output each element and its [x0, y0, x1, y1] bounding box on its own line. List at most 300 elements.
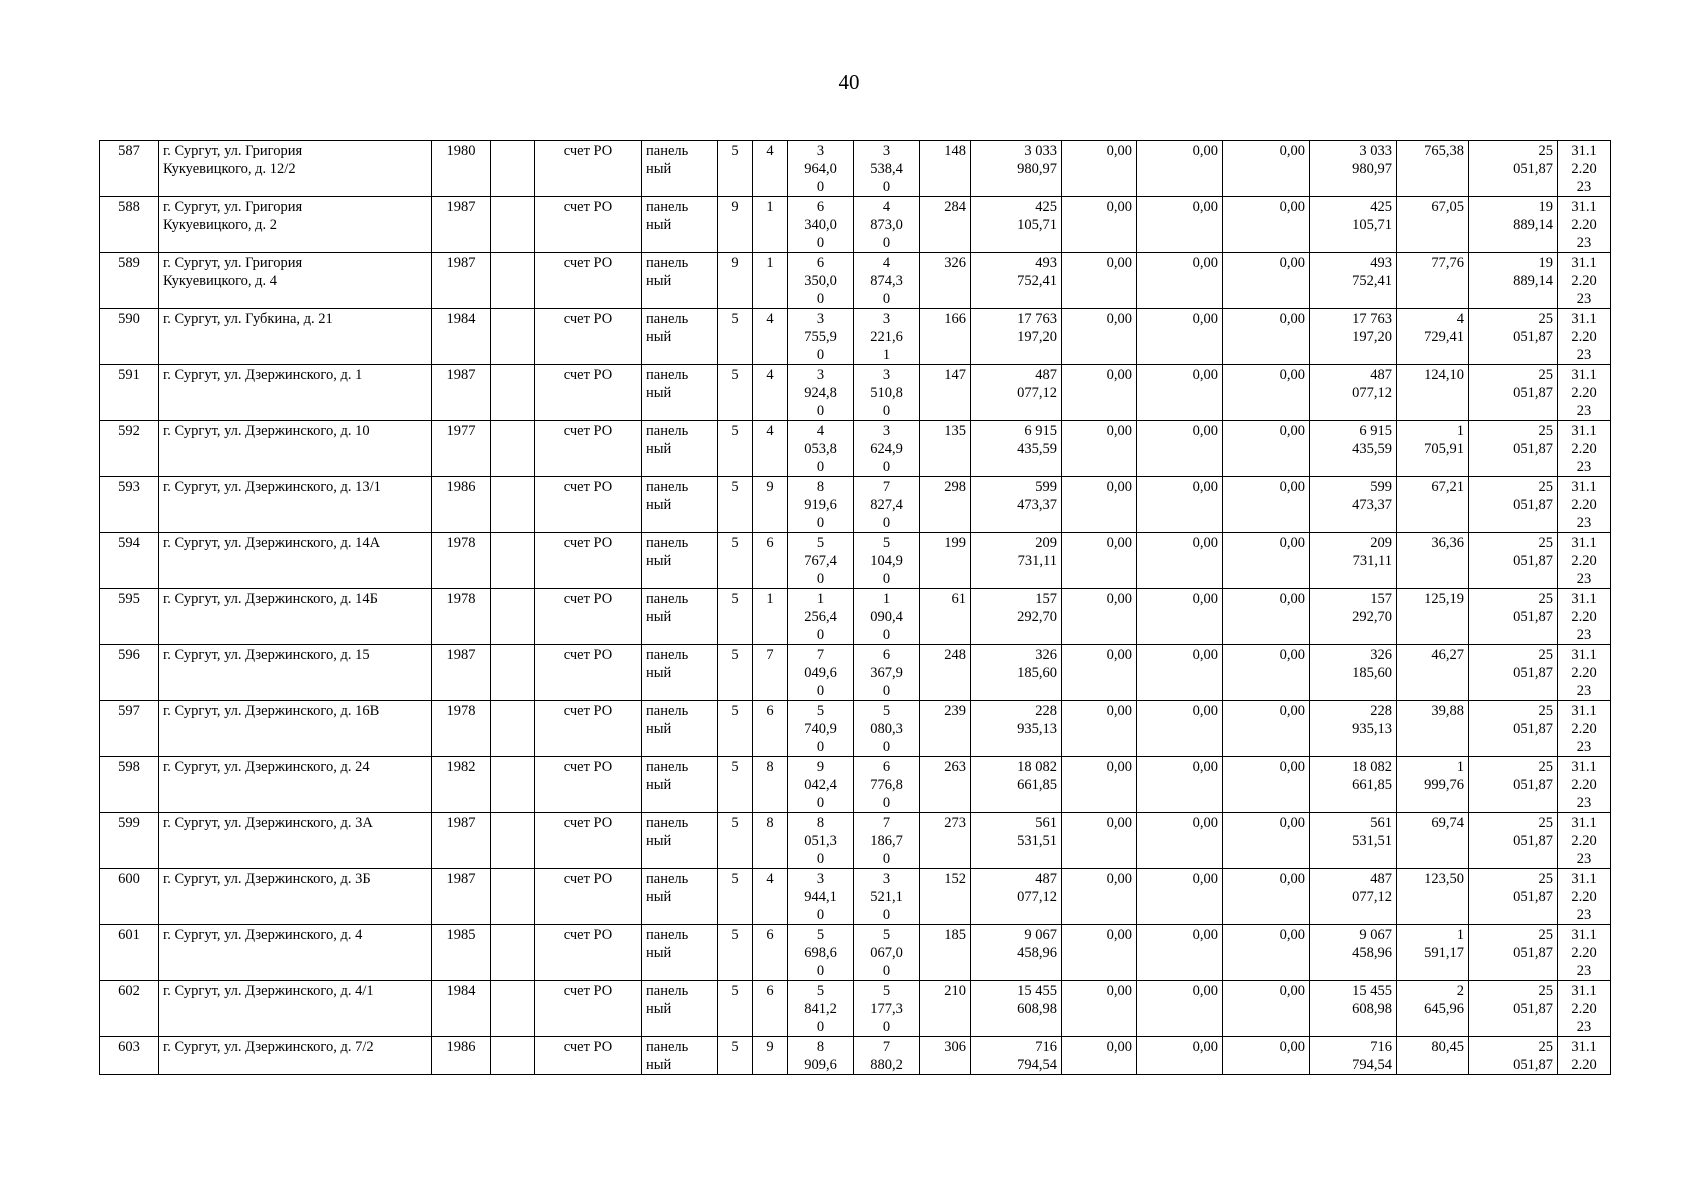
owner-funds-cell-line: 18 082	[1352, 759, 1392, 775]
total-cost-cell-line: 15 455	[1017, 983, 1057, 999]
living-area-cell-line: 510,8	[870, 385, 903, 401]
deadline-cell-line: 23	[1576, 179, 1592, 195]
deadline-cell-line: 2.20	[1571, 553, 1597, 569]
total-area-cell-line: 8	[816, 1039, 825, 1055]
deadline-cell-line: 23	[1576, 851, 1592, 867]
deadline-cell-line: 2.20	[1571, 329, 1597, 345]
address-cell-line: г. Сургут, ул. Дзержинского, д. 16В	[163, 703, 380, 719]
living-area-cell	[854, 869, 920, 925]
total-area-cell-line: 3	[816, 367, 825, 383]
total-area-cell	[788, 365, 854, 421]
total-area-cell-line: 3	[816, 143, 825, 159]
zero-amount-cell: 0,00	[1223, 197, 1310, 253]
residents-cell: 148	[920, 141, 971, 197]
owner-funds-cell	[1310, 589, 1397, 645]
max-cost-cell-line: 25	[1538, 703, 1553, 719]
row-number-cell: 588	[100, 197, 159, 253]
year-cell: 1977	[432, 421, 491, 477]
total-area-cell-line: 0	[816, 571, 825, 587]
max-cost-cell-line: 25	[1538, 759, 1553, 775]
empty-cell	[491, 309, 535, 365]
total-area-cell-line: 5	[816, 535, 825, 551]
wall-material-cell	[642, 981, 718, 1037]
owner-funds-cell-line: 487	[1370, 871, 1392, 887]
table-row	[100, 645, 1611, 701]
fund-method-cell: счет РО	[535, 365, 642, 421]
empty-cell	[491, 589, 535, 645]
zero-amount-cell: 0,00	[1137, 981, 1223, 1037]
owner-funds-cell-line: 599	[1370, 479, 1392, 495]
zero-amount-cell: 0,00	[1137, 701, 1223, 757]
total-area-cell	[788, 925, 854, 981]
zero-amount-cell: 0,00	[1137, 365, 1223, 421]
max-cost-cell	[1469, 981, 1558, 1037]
max-cost-cell	[1469, 757, 1558, 813]
total-area-cell-line: 767,4	[804, 553, 837, 569]
entrances-cell: 6	[753, 925, 788, 981]
deadline-cell	[1558, 757, 1611, 813]
max-cost-cell-line: 051,87	[1513, 329, 1553, 345]
empty-cell	[491, 533, 535, 589]
year-cell: 1978	[432, 701, 491, 757]
wall-material-cell-line: ный	[646, 329, 672, 345]
table-row	[100, 925, 1611, 981]
owner-funds-cell-line: 608,98	[1352, 1001, 1392, 1017]
owner-funds-cell-line: 425	[1370, 199, 1392, 215]
total-area-cell-line: 0	[816, 907, 825, 923]
owner-funds-cell-line: 6 915	[1359, 423, 1392, 439]
total-area-cell-line: 0	[816, 683, 825, 699]
deadline-cell-line: 2.20	[1571, 721, 1597, 737]
living-area-cell-line: 367,9	[870, 665, 903, 681]
living-area-cell	[854, 365, 920, 421]
year-cell: 1980	[432, 141, 491, 197]
row-number-cell: 596	[100, 645, 159, 701]
wall-material-cell-line: ный	[646, 777, 672, 793]
address-cell	[159, 365, 432, 421]
total-area-cell-line: 6	[816, 255, 825, 271]
living-area-cell	[854, 813, 920, 869]
owner-funds-cell	[1310, 645, 1397, 701]
max-cost-cell	[1469, 197, 1558, 253]
row-number-cell: 601	[100, 925, 159, 981]
deadline-cell	[1558, 309, 1611, 365]
max-cost-cell-line: 051,87	[1513, 945, 1553, 961]
living-area-cell-line: 5	[882, 535, 891, 551]
empty-cell	[491, 421, 535, 477]
max-cost-cell-line: 25	[1538, 871, 1553, 887]
entrances-cell: 4	[753, 421, 788, 477]
floors-cell: 5	[718, 533, 753, 589]
zero-amount-cell: 0,00	[1137, 309, 1223, 365]
living-area-cell	[854, 981, 920, 1037]
deadline-cell-line: 31.1	[1571, 479, 1597, 495]
unit-cost-cell	[1397, 981, 1469, 1037]
zero-amount-cell: 0,00	[1062, 757, 1137, 813]
max-cost-cell	[1469, 1037, 1558, 1075]
fund-method-cell: счет РО	[535, 645, 642, 701]
max-cost-cell-line: 889,14	[1513, 273, 1553, 289]
empty-cell	[491, 365, 535, 421]
living-area-cell-line: 1	[882, 591, 891, 607]
living-area-cell-line: 7	[882, 815, 891, 831]
table-row	[100, 701, 1611, 757]
wall-material-cell-line: панель	[646, 1039, 689, 1055]
max-cost-cell-line: 25	[1538, 143, 1553, 159]
wall-material-cell-line: ный	[646, 721, 672, 737]
deadline-cell-line: 2.20	[1571, 273, 1597, 289]
max-cost-cell-line: 19	[1538, 199, 1553, 215]
zero-amount-cell: 0,00	[1137, 869, 1223, 925]
wall-material-cell	[642, 533, 718, 589]
owner-funds-cell-line: 752,41	[1352, 273, 1392, 289]
deadline-cell-line: 31.1	[1571, 591, 1597, 607]
address-cell-line: г. Сургут, ул. Дзержинского, д. 14А	[163, 535, 381, 551]
deadline-cell-line: 2.20	[1571, 1057, 1597, 1073]
unit-cost-cell	[1397, 1037, 1469, 1075]
unit-cost-cell	[1397, 589, 1469, 645]
floors-cell: 5	[718, 141, 753, 197]
zero-amount-cell: 0,00	[1062, 869, 1137, 925]
living-area-cell-line: 0	[882, 403, 891, 419]
wall-material-cell-line: панель	[646, 423, 689, 439]
zero-amount-cell: 0,00	[1062, 701, 1137, 757]
entrances-cell: 4	[753, 309, 788, 365]
living-area-cell	[854, 253, 920, 309]
total-area-cell-line: 053,8	[804, 441, 837, 457]
empty-cell	[491, 141, 535, 197]
deadline-cell-line: 23	[1576, 1019, 1592, 1035]
max-cost-cell-line: 051,87	[1513, 497, 1553, 513]
unit-cost-cell	[1397, 197, 1469, 253]
fund-method-cell: счет РО	[535, 421, 642, 477]
fund-method-cell: счет РО	[535, 197, 642, 253]
residents-cell: 185	[920, 925, 971, 981]
deadline-cell-line: 2.20	[1571, 833, 1597, 849]
total-area-cell-line: 8	[816, 815, 825, 831]
total-area-cell	[788, 1037, 854, 1075]
unit-cost-cell	[1397, 309, 1469, 365]
total-cost-cell-line: 105,71	[1017, 217, 1057, 233]
year-cell: 1987	[432, 645, 491, 701]
deadline-cell-line: 31.1	[1571, 871, 1597, 887]
max-cost-cell	[1469, 477, 1558, 533]
living-area-cell-line: 874,3	[870, 273, 903, 289]
deadline-cell-line: 2.20	[1571, 497, 1597, 513]
max-cost-cell-line: 051,87	[1513, 553, 1553, 569]
zero-amount-cell: 0,00	[1137, 757, 1223, 813]
total-cost-cell-line: 716	[1035, 1039, 1057, 1055]
max-cost-cell-line: 051,87	[1513, 1001, 1553, 1017]
total-area-cell-line: 3	[816, 871, 825, 887]
address-cell	[159, 813, 432, 869]
deadline-cell-line: 31.1	[1571, 815, 1597, 831]
total-area-cell-line: 0	[816, 515, 825, 531]
deadline-cell-line: 31.1	[1571, 759, 1597, 775]
address-cell	[159, 1037, 432, 1075]
owner-funds-cell-line: 487	[1370, 367, 1392, 383]
address-cell	[159, 421, 432, 477]
zero-amount-cell: 0,00	[1223, 701, 1310, 757]
total-area-cell-line: 7	[816, 647, 825, 663]
deadline-cell-line: 31.1	[1571, 255, 1597, 271]
unit-cost-cell	[1397, 869, 1469, 925]
entrances-cell: 6	[753, 701, 788, 757]
unit-cost-cell-line: 80,45	[1431, 1039, 1464, 1055]
living-area-cell-line: 4	[882, 255, 891, 271]
zero-amount-cell: 0,00	[1062, 421, 1137, 477]
living-area-cell-line: 0	[882, 683, 891, 699]
zero-amount-cell: 0,00	[1137, 589, 1223, 645]
unit-cost-cell-line: 77,76	[1431, 255, 1464, 271]
deadline-cell	[1558, 533, 1611, 589]
address-cell	[159, 981, 432, 1037]
zero-amount-cell: 0,00	[1137, 477, 1223, 533]
address-cell-line: г. Сургут, ул. Дзержинского, д. 1	[163, 367, 363, 383]
owner-funds-cell-line: 077,12	[1352, 889, 1392, 905]
deadline-cell-line: 23	[1576, 235, 1592, 251]
unit-cost-cell-line: 125,19	[1424, 591, 1464, 607]
wall-material-cell-line: панель	[646, 367, 689, 383]
deadline-cell-line: 2.20	[1571, 385, 1597, 401]
wall-material-cell-line: панель	[646, 143, 689, 159]
entrances-cell: 1	[753, 253, 788, 309]
living-area-cell-line: 0	[882, 907, 891, 923]
owner-funds-cell-line: 473,37	[1352, 497, 1392, 513]
owner-funds-cell	[1310, 981, 1397, 1037]
living-area-cell-line: 0	[882, 291, 891, 307]
deadline-cell-line: 23	[1576, 907, 1592, 923]
address-cell-line: г. Сургут, ул. Григория	[163, 199, 303, 215]
max-cost-cell-line: 25	[1538, 983, 1553, 999]
floors-cell: 5	[718, 1037, 753, 1075]
living-area-cell-line: 7	[882, 479, 891, 495]
zero-amount-cell: 0,00	[1062, 253, 1137, 309]
residents-cell: 326	[920, 253, 971, 309]
unit-cost-cell	[1397, 701, 1469, 757]
year-cell: 1982	[432, 757, 491, 813]
living-area-cell-line: 1	[882, 347, 891, 363]
unit-cost-cell-line: 645,96	[1424, 1001, 1464, 1017]
max-cost-cell-line: 051,87	[1513, 889, 1553, 905]
owner-funds-cell-line: 794,54	[1352, 1057, 1392, 1073]
entrances-cell: 1	[753, 197, 788, 253]
floors-cell: 5	[718, 421, 753, 477]
zero-amount-cell: 0,00	[1223, 533, 1310, 589]
owner-funds-cell	[1310, 477, 1397, 533]
max-cost-cell	[1469, 365, 1558, 421]
table-body	[100, 141, 1611, 1075]
total-cost-cell-line: 17 763	[1017, 311, 1057, 327]
total-area-cell	[788, 141, 854, 197]
deadline-cell-line: 2.20	[1571, 161, 1597, 177]
year-cell: 1986	[432, 1037, 491, 1075]
zero-amount-cell: 0,00	[1062, 141, 1137, 197]
wall-material-cell-line: ный	[646, 609, 672, 625]
deadline-cell-line: 23	[1576, 739, 1592, 755]
wall-material-cell-line: панель	[646, 759, 689, 775]
unit-cost-cell-line: 67,05	[1431, 199, 1464, 215]
living-area-cell-line: 6	[882, 647, 891, 663]
empty-cell	[491, 925, 535, 981]
wall-material-cell-line: ный	[646, 833, 672, 849]
fund-method-cell: счет РО	[535, 589, 642, 645]
entrances-cell: 4	[753, 141, 788, 197]
total-cost-cell	[971, 757, 1062, 813]
deadline-cell-line: 31.1	[1571, 423, 1597, 439]
address-cell	[159, 477, 432, 533]
deadline-cell-line: 2.20	[1571, 441, 1597, 457]
owner-funds-cell-line: 661,85	[1352, 777, 1392, 793]
wall-material-cell-line: ный	[646, 161, 672, 177]
total-cost-cell-line: 980,97	[1017, 161, 1057, 177]
zero-amount-cell: 0,00	[1137, 1037, 1223, 1075]
total-area-cell-line: 698,6	[804, 945, 837, 961]
total-area-cell	[788, 309, 854, 365]
max-cost-cell-line: 25	[1538, 423, 1553, 439]
total-area-cell-line: 0	[816, 291, 825, 307]
total-cost-cell-line: 077,12	[1017, 889, 1057, 905]
max-cost-cell	[1469, 701, 1558, 757]
wall-material-cell	[642, 869, 718, 925]
total-cost-cell-line: 6 915	[1024, 423, 1057, 439]
total-area-cell-line: 042,4	[804, 777, 837, 793]
floors-cell: 5	[718, 981, 753, 1037]
address-cell	[159, 757, 432, 813]
total-cost-cell-line: 794,54	[1017, 1057, 1057, 1073]
total-cost-cell-line: 197,20	[1017, 329, 1057, 345]
living-area-cell-line: 0	[882, 795, 891, 811]
total-cost-cell-line: 531,51	[1017, 833, 1057, 849]
deadline-cell	[1558, 869, 1611, 925]
year-cell: 1984	[432, 981, 491, 1037]
total-cost-cell-line: 077,12	[1017, 385, 1057, 401]
total-cost-cell-line: 561	[1035, 815, 1057, 831]
total-area-cell-line: 0	[816, 459, 825, 475]
living-area-cell-line: 0	[882, 235, 891, 251]
max-cost-cell	[1469, 925, 1558, 981]
total-area-cell	[788, 197, 854, 253]
residents-cell: 210	[920, 981, 971, 1037]
max-cost-cell	[1469, 869, 1558, 925]
total-area-cell-line: 049,6	[804, 665, 837, 681]
total-cost-cell-line: 752,41	[1017, 273, 1057, 289]
living-area-cell	[854, 1037, 920, 1075]
total-cost-cell	[971, 701, 1062, 757]
zero-amount-cell: 0,00	[1223, 757, 1310, 813]
entrances-cell: 4	[753, 365, 788, 421]
residents-cell: 152	[920, 869, 971, 925]
living-area-cell-line: 177,3	[870, 1001, 903, 1017]
wall-material-cell	[642, 925, 718, 981]
zero-amount-cell: 0,00	[1137, 925, 1223, 981]
total-area-cell	[788, 477, 854, 533]
living-area-cell	[854, 197, 920, 253]
zero-amount-cell: 0,00	[1223, 589, 1310, 645]
owner-funds-cell	[1310, 141, 1397, 197]
living-area-cell-line: 0	[882, 571, 891, 587]
total-area-cell-line: 256,4	[804, 609, 837, 625]
address-cell	[159, 645, 432, 701]
max-cost-cell-line: 051,87	[1513, 777, 1553, 793]
zero-amount-cell: 0,00	[1062, 981, 1137, 1037]
owner-funds-cell-line: 326	[1370, 647, 1392, 663]
unit-cost-cell	[1397, 533, 1469, 589]
unit-cost-cell	[1397, 757, 1469, 813]
housing-register-table	[99, 140, 1611, 1075]
deadline-cell-line: 31.1	[1571, 647, 1597, 663]
residents-cell: 166	[920, 309, 971, 365]
floors-cell: 5	[718, 589, 753, 645]
wall-material-cell	[642, 701, 718, 757]
living-area-cell	[854, 477, 920, 533]
unit-cost-cell	[1397, 421, 1469, 477]
residents-cell: 306	[920, 1037, 971, 1075]
living-area-cell-line: 5	[882, 927, 891, 943]
floors-cell: 5	[718, 701, 753, 757]
total-cost-cell-line: 425	[1035, 199, 1057, 215]
total-area-cell	[788, 421, 854, 477]
table-row	[100, 981, 1611, 1037]
owner-funds-cell-line: 458,96	[1352, 945, 1392, 961]
zero-amount-cell: 0,00	[1062, 645, 1137, 701]
total-cost-cell	[971, 197, 1062, 253]
total-cost-cell-line: 157	[1035, 591, 1057, 607]
owner-funds-cell	[1310, 1037, 1397, 1075]
fund-method-cell: счет РО	[535, 533, 642, 589]
zero-amount-cell: 0,00	[1062, 589, 1137, 645]
address-cell-line: г. Сургут, ул. Дзержинского, д. 24	[163, 759, 370, 775]
total-area-cell-line: 740,9	[804, 721, 837, 737]
owner-funds-cell-line: 157	[1370, 591, 1392, 607]
living-area-cell-line: 186,7	[870, 833, 903, 849]
unit-cost-cell-line: 1	[1456, 927, 1464, 943]
owner-funds-cell	[1310, 197, 1397, 253]
max-cost-cell-line: 25	[1538, 479, 1553, 495]
living-area-cell-line: 873,0	[870, 217, 903, 233]
deadline-cell-line: 2.20	[1571, 889, 1597, 905]
wall-material-cell-line: ный	[646, 497, 672, 513]
address-cell-line: Кукуевицкого, д. 12/2	[163, 161, 296, 177]
residents-cell: 199	[920, 533, 971, 589]
deadline-cell	[1558, 141, 1611, 197]
wall-material-cell-line: панель	[646, 479, 689, 495]
owner-funds-cell	[1310, 813, 1397, 869]
address-cell-line: г. Сургут, ул. Дзержинского, д. 7/2	[163, 1039, 374, 1055]
living-area-cell-line: 0	[882, 1019, 891, 1035]
table-row	[100, 533, 1611, 589]
max-cost-cell-line: 25	[1538, 591, 1553, 607]
living-area-cell-line: 0	[882, 739, 891, 755]
wall-material-cell	[642, 309, 718, 365]
fund-method-cell: счет РО	[535, 701, 642, 757]
max-cost-cell-line: 19	[1538, 255, 1553, 271]
total-cost-cell-line: 326	[1035, 647, 1057, 663]
address-cell	[159, 197, 432, 253]
wall-material-cell-line: ный	[646, 273, 672, 289]
total-area-cell-line: 9	[816, 759, 825, 775]
owner-funds-cell	[1310, 309, 1397, 365]
table-row	[100, 813, 1611, 869]
owner-funds-cell	[1310, 253, 1397, 309]
total-area-cell	[788, 253, 854, 309]
wall-material-cell-line: панель	[646, 983, 689, 999]
living-area-cell-line: 6	[882, 759, 891, 775]
deadline-cell	[1558, 421, 1611, 477]
living-area-cell-line: 221,6	[870, 329, 903, 345]
max-cost-cell-line: 25	[1538, 647, 1553, 663]
row-number-cell: 593	[100, 477, 159, 533]
